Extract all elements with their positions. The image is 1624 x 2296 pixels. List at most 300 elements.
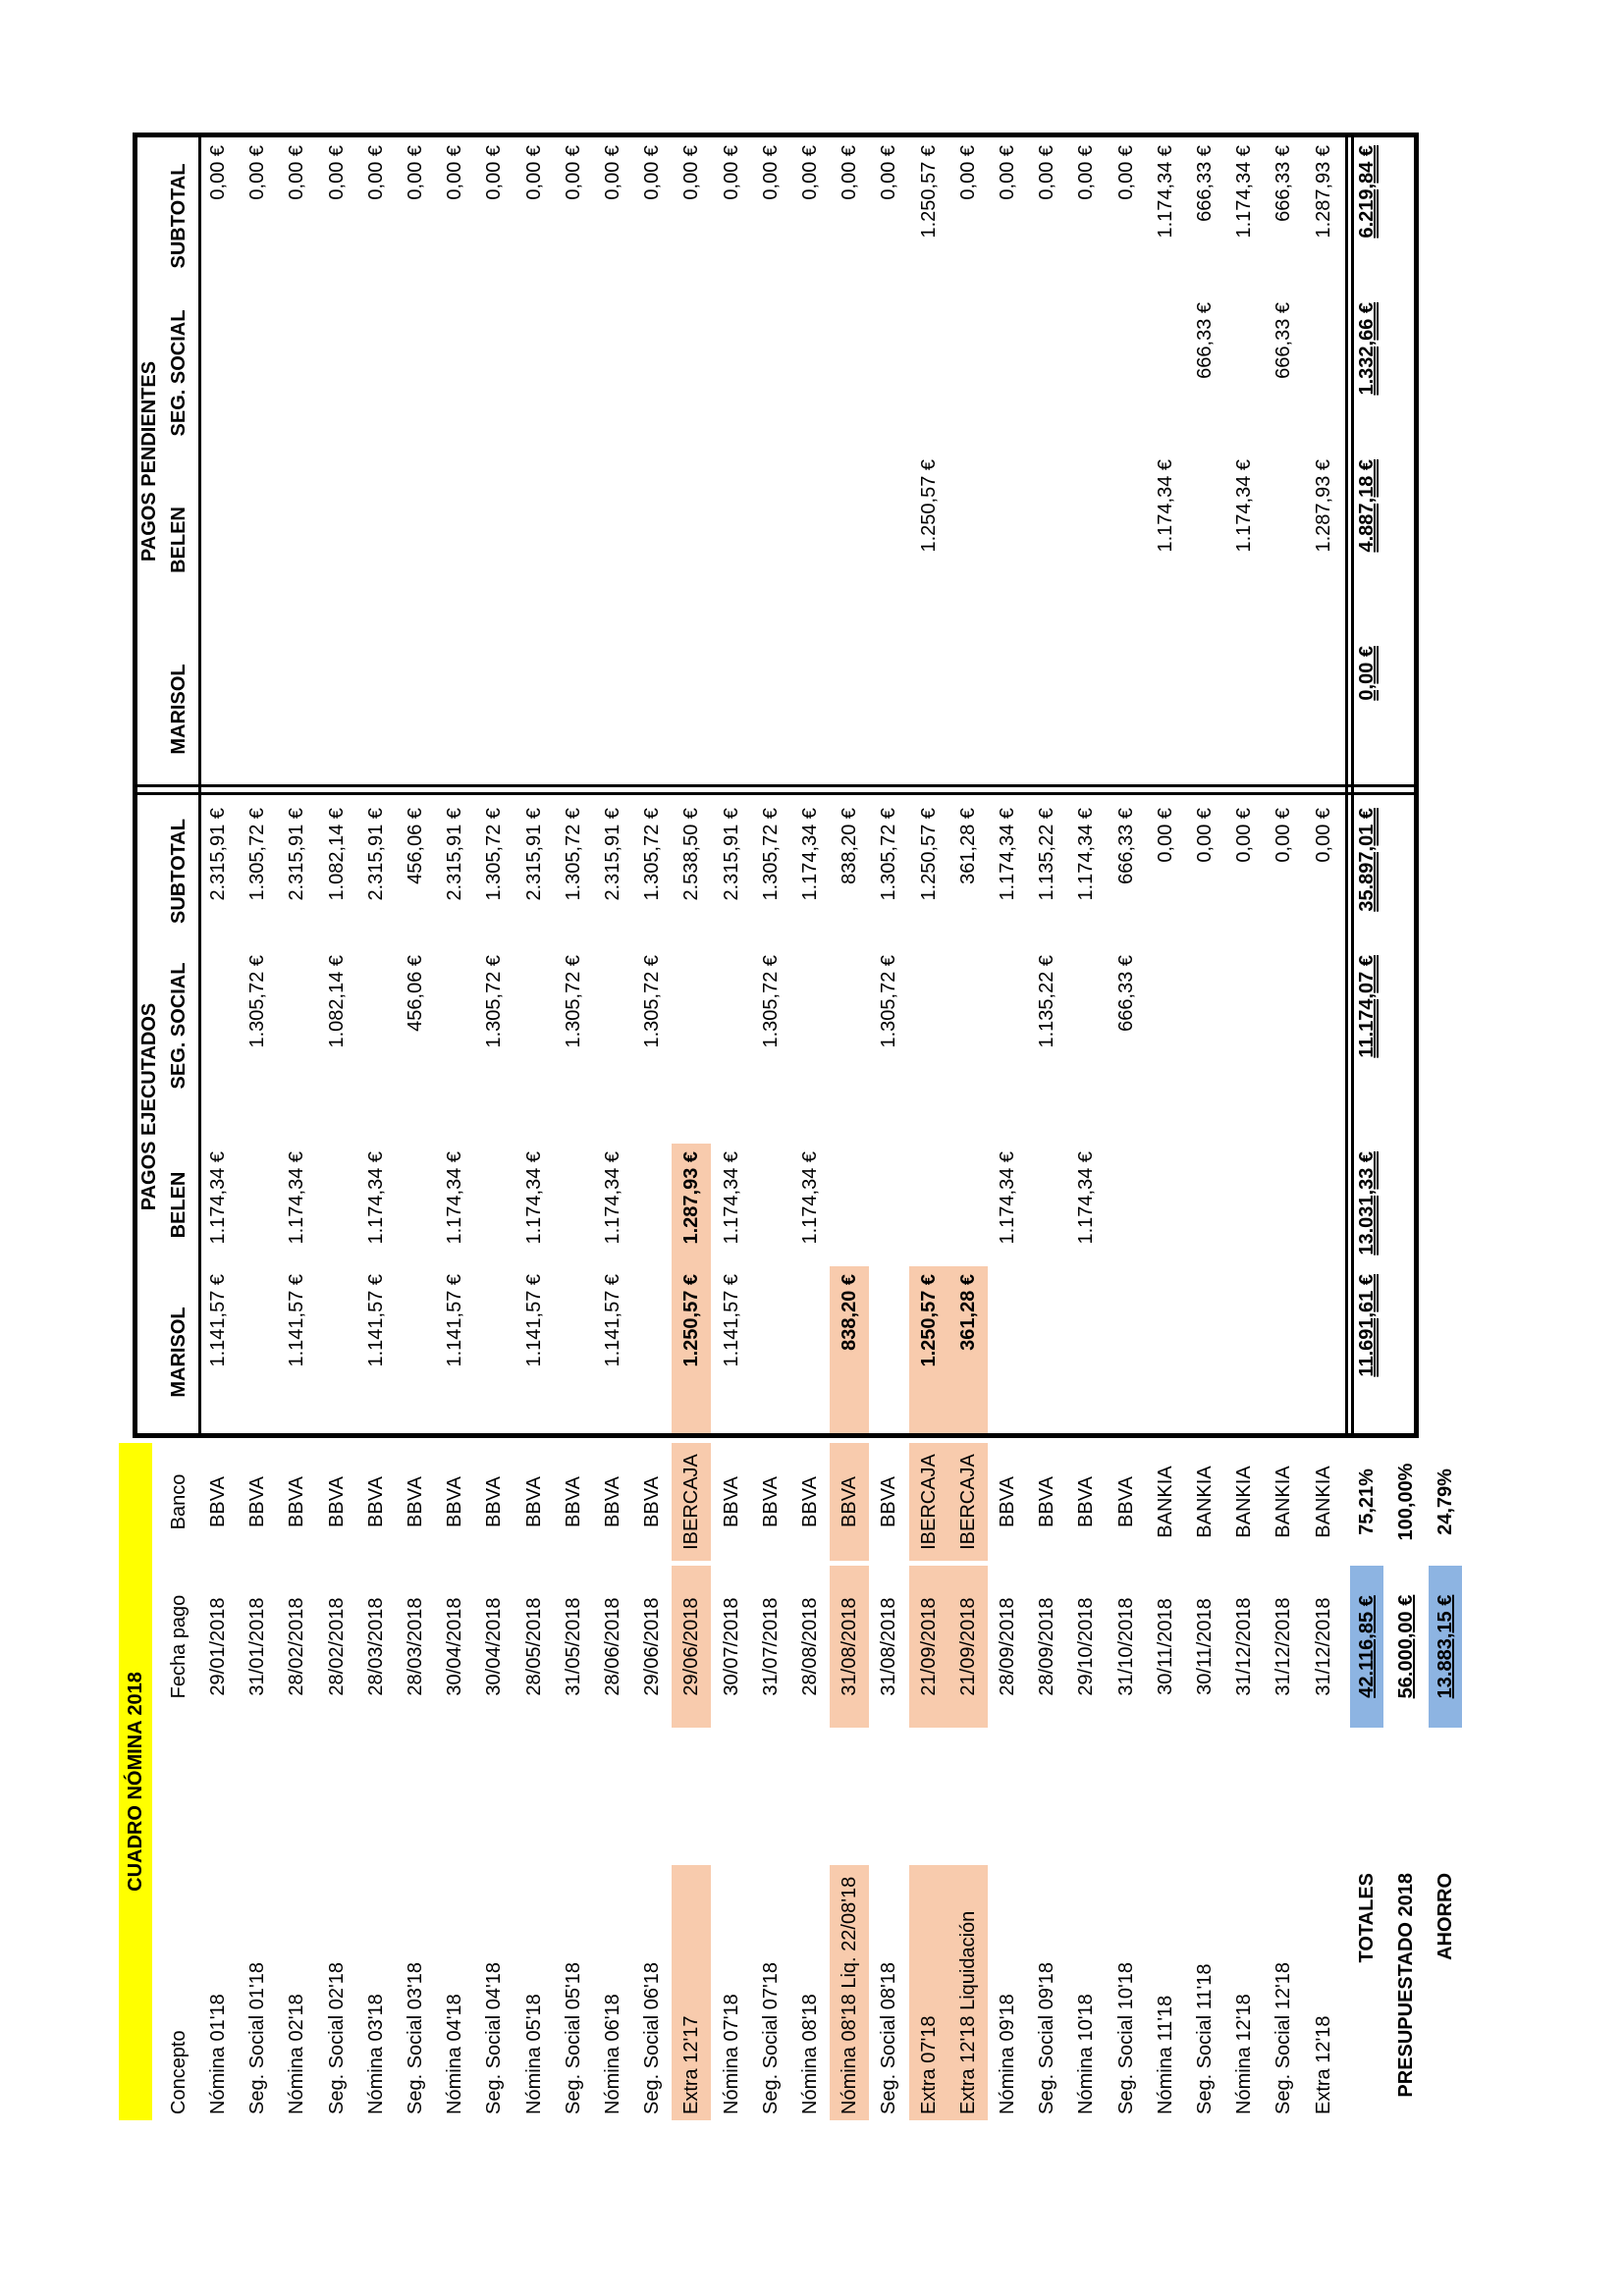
table-cell-pe_sub: 0,00 €: [602, 145, 623, 200]
table-cell-pe_marisol: [632, 638, 672, 780]
table-cell-concepto: Nómina 04'18: [444, 1994, 466, 2114]
table-cell-ex_sub: 1.305,72 €: [246, 808, 269, 901]
table-cell-ex_marisol: [1066, 1266, 1106, 1438]
table-cell-pe_sub: 666,33 €: [1194, 145, 1216, 222]
table-cell-ex_belen: [830, 1144, 869, 1266]
table-cell-concepto: Nómina 11'18: [1154, 1995, 1176, 2114]
table-cell-ex_sub: 838,20 €: [839, 808, 861, 884]
table-cell-ex_marisol: 838,20 €: [830, 1266, 869, 1438]
table-cell-ex_sub: 0,00 €: [1272, 808, 1295, 863]
table-cell-pe_marisol: [396, 638, 435, 780]
header-ex-seg: SEG. SOCIAL: [167, 962, 189, 1090]
table-cell-fecha: 30/07/2018: [720, 1597, 742, 1696]
table-cell-concepto: Seg. Social 11'18: [1194, 1963, 1216, 2114]
table-cell-ex_sub: 2.315,91 €: [602, 808, 623, 901]
table-cell-ex_seg: 1.305,72 €: [878, 955, 900, 1048]
table-cell-fecha: 31/08/2018: [830, 1566, 869, 1728]
totals-line-a: [1345, 133, 1348, 1438]
table-cell-fecha: 29/06/2018: [641, 1597, 664, 1696]
table-cell-pe_marisol: [988, 638, 1027, 780]
table-cell-ex_sub: 1.174,34 €: [1075, 808, 1098, 901]
table-cell-ex_seg: [1224, 947, 1264, 1104]
table-cell-fecha: 31/05/2018: [562, 1597, 584, 1696]
table-cell-ex_marisol: [474, 1266, 514, 1438]
table-cell-banco: BBVA: [997, 1476, 1018, 1527]
totals-pe_seg: 1.332,66 €: [1355, 302, 1378, 396]
table-cell-concepto: Seg. Social 04'18: [483, 1961, 506, 2114]
table-cell-concepto: Nómina 03'18: [364, 1994, 387, 2114]
table-cell-banco: BANKIA: [1312, 1466, 1334, 1538]
table-cell-pe_seg: [632, 294, 672, 452]
table-cell-pe_marisol: [277, 638, 316, 780]
table-cell-ex_marisol: [869, 1266, 908, 1438]
presupuesto-fecha: 56.000,00 €: [1395, 1594, 1418, 1699]
table-cell-ex_marisol: 1.250,57 €: [909, 1266, 948, 1438]
table-cell-pe_sub: 1.287,93 €: [1312, 145, 1334, 239]
table-cell-ex_belen: [869, 1144, 908, 1266]
table-cell-pe_seg: [554, 294, 593, 452]
table-cell-pe_sub: 0,00 €: [799, 145, 821, 200]
table-cell-pe_marisol: [1066, 638, 1106, 780]
table-cell-ex_marisol: [238, 1266, 277, 1438]
table-cell-concepto: Nómina 12'18: [1233, 1994, 1256, 2114]
table-cell-concepto: Nómina 10'18: [1075, 1994, 1098, 2114]
table-cell-pe_belen: [593, 452, 632, 628]
table-cell-ex_belen: [632, 1144, 672, 1266]
table-cell-pe_marisol: [238, 638, 277, 780]
table-cell-ex_seg: 1.305,72 €: [759, 955, 782, 1048]
table-cell-ex_marisol: [1224, 1266, 1264, 1438]
table-cell-banco: BBVA: [878, 1476, 900, 1527]
table-cell-banco: BBVA: [759, 1476, 782, 1527]
table-cell-ex_marisol: 1.141,57 €: [602, 1274, 623, 1367]
table-cell-concepto: Seg. Social 09'18: [1036, 1961, 1058, 2114]
table-cell-pe_sub: 0,00 €: [522, 145, 545, 200]
table-cell-pe_belen: [948, 452, 988, 628]
header-ejecutados: PAGOS EJECUTADOS: [137, 1002, 160, 1211]
table-cell-pe_belen: [277, 452, 316, 628]
table-cell-pe_marisol: [712, 638, 751, 780]
table-cell-pe_belen: [869, 452, 908, 628]
table-cell-pe_marisol: [909, 638, 948, 780]
table-cell-ex_marisol: [1264, 1266, 1303, 1438]
table-cell-ex_sub: 0,00 €: [1194, 808, 1216, 863]
header-pe-marisol: MARISOL: [167, 664, 189, 755]
table-cell-ex_sub: 2.315,91 €: [444, 808, 466, 901]
table-cell-ex_belen: 1.174,34 €: [799, 1151, 821, 1245]
table-cell-concepto: Seg. Social 02'18: [325, 1961, 348, 2114]
table-cell-ex_sub: 1.082,14 €: [325, 808, 348, 901]
table-cell-ex_sub: 1.305,72 €: [878, 808, 900, 901]
table-cell-pe_marisol: [317, 638, 356, 780]
table-cell-pe_seg: [435, 294, 474, 452]
ahorro-label: AHORRO: [1435, 1873, 1457, 1960]
header-pendientes: PAGOS PENDIENTES: [137, 360, 160, 562]
totals-label: TOTALES: [1355, 1873, 1378, 1963]
table-cell-pe_seg: 666,33 €: [1272, 302, 1295, 379]
table-cell-pe_belen: [238, 452, 277, 628]
table-cell-concepto: Extra 07'18: [909, 1865, 948, 2120]
table-cell-ex_seg: [277, 947, 316, 1104]
table-cell-pe_seg: [1224, 294, 1264, 452]
table-cell-pe_belen: [1066, 452, 1106, 628]
table-cell-ex_sub: 1.250,57 €: [917, 808, 940, 901]
table-cell-fecha: 28/02/2018: [325, 1597, 348, 1696]
table-cell-ex_belen: 1.174,34 €: [1075, 1151, 1098, 1245]
table-cell-ex_seg: [1146, 947, 1185, 1104]
table-cell-concepto: Nómina 06'18: [602, 1994, 623, 2114]
header-underline: [198, 133, 201, 1438]
table-cell-pe_sub: 0,00 €: [325, 145, 348, 200]
table-cell-pe_seg: [317, 294, 356, 452]
table-cell-ex_seg: [909, 947, 948, 1104]
table-cell-concepto: Extra 12'17: [672, 1865, 711, 2120]
table-cell-ex_marisol: 1.141,57 €: [522, 1274, 545, 1367]
table-cell-pe_marisol: [435, 638, 474, 780]
table-cell-fecha: 30/11/2018: [1154, 1598, 1176, 1695]
table-cell-ex_marisol: [790, 1266, 830, 1438]
table-cell-ex_sub: 456,06 €: [405, 808, 426, 884]
header-ex-belen: BELEN: [167, 1171, 189, 1239]
separator-groups-a: [133, 792, 1414, 795]
table-cell-pe_seg: [1146, 294, 1185, 452]
table-cell-banco: BBVA: [562, 1476, 584, 1527]
table-cell-ex_belen: 1.287,93 €: [672, 1144, 711, 1266]
table-cell-ex_marisol: 1.141,57 €: [444, 1274, 466, 1367]
table-cell-concepto: Nómina 05'18: [522, 1994, 545, 2114]
table-cell-pe_seg: [356, 294, 396, 452]
table-cell-banco: BANKIA: [1194, 1466, 1216, 1538]
table-cell-fecha: 30/04/2018: [483, 1597, 506, 1696]
table-cell-ex_belen: 1.174,34 €: [602, 1151, 623, 1245]
table-cell-banco: BANKIA: [1272, 1466, 1295, 1538]
table-cell-ex_sub: 0,00 €: [1312, 808, 1334, 863]
table-cell-banco: BBVA: [1114, 1476, 1137, 1527]
table-cell-ex_marisol: [317, 1266, 356, 1438]
table-cell-ex_belen: [751, 1144, 790, 1266]
totals-ex_seg: 11.174,07 €: [1355, 955, 1378, 1058]
table-cell-ex_sub: 2.538,50 €: [680, 808, 703, 901]
table-cell-pe_belen: [1107, 452, 1146, 628]
table-cell-fecha: 29/01/2018: [207, 1597, 229, 1696]
table-cell-concepto: Nómina 02'18: [286, 1994, 308, 2114]
table-cell-concepto: Seg. Social 03'18: [405, 1961, 426, 2114]
table-cell-concepto: Nómina 08'18 Liq. 22/08'18: [830, 1865, 869, 2120]
table-cell-pe_sub: 1.250,57 €: [917, 145, 940, 239]
ahorro-banco: 24,79%: [1435, 1468, 1457, 1535]
table-cell-ex_seg: [948, 947, 988, 1104]
table-cell-ex_marisol: [1304, 1266, 1343, 1438]
border-outer-top: [133, 133, 1419, 137]
table-cell-ex_belen: [317, 1144, 356, 1266]
table-cell-pe_belen: [554, 452, 593, 628]
table-cell-pe_marisol: [1027, 638, 1066, 780]
totals-fecha: 42.116,85 €: [1350, 1566, 1383, 1728]
table-cell-ex_seg: 1.082,14 €: [325, 955, 348, 1048]
table-cell-pe_marisol: [751, 638, 790, 780]
table-cell-pe_sub: 0,00 €: [759, 145, 782, 200]
table-cell-banco: BBVA: [1075, 1476, 1098, 1527]
table-cell-fecha: 28/02/2018: [286, 1597, 308, 1696]
table-cell-pe_sub: 0,00 €: [1036, 145, 1058, 200]
table-cell-pe_belen: [356, 452, 396, 628]
table-cell-pe_seg: [474, 294, 514, 452]
table-cell-pe_seg: 666,33 €: [1194, 302, 1216, 379]
table-cell-ex_sub: 1.305,72 €: [759, 808, 782, 901]
table-cell-fecha: 28/06/2018: [602, 1597, 623, 1696]
table-cell-pe_belen: [396, 452, 435, 628]
table-cell-pe_sub: 666,33 €: [1272, 145, 1295, 222]
table-cell-banco: BBVA: [207, 1476, 229, 1527]
table-cell-fecha: 31/12/2018: [1233, 1597, 1256, 1696]
table-cell-ex_belen: 1.174,34 €: [997, 1151, 1018, 1245]
table-cell-ex_marisol: [1107, 1266, 1146, 1438]
table-cell-ex_marisol: [751, 1266, 790, 1438]
table-cell-banco: BBVA: [830, 1443, 869, 1561]
table-cell-pe_seg: [830, 294, 869, 452]
table-cell-fecha: 21/09/2018: [948, 1566, 988, 1728]
table-cell-fecha: 31/01/2018: [246, 1597, 269, 1696]
table-cell-concepto: Seg. Social 07'18: [759, 1961, 782, 2114]
table-cell-ex_seg: [988, 947, 1027, 1104]
table-cell-pe_belen: [317, 452, 356, 628]
table-cell-ex_sub: 361,28 €: [956, 808, 979, 884]
header-pe-sub: SUBTOTAL: [167, 163, 189, 269]
table-cell-ex_seg: 666,33 €: [1114, 955, 1137, 1032]
table-cell-fecha: 30/04/2018: [444, 1597, 466, 1696]
table-cell-ex_marisol: [1146, 1266, 1185, 1438]
table-cell-pe_marisol: [869, 638, 908, 780]
table-cell-pe_belen: 1.174,34 €: [1154, 459, 1176, 553]
table-cell-ex_seg: [712, 947, 751, 1104]
table-cell-pe_marisol: [514, 638, 554, 780]
table-cell-pe_sub: 0,00 €: [364, 145, 387, 200]
table-cell-ex_sub: 0,00 €: [1233, 808, 1256, 863]
table-cell-fecha: 31/12/2018: [1312, 1597, 1334, 1696]
table-cell-banco: BBVA: [1036, 1476, 1058, 1527]
table-cell-pe_sub: 0,00 €: [956, 145, 979, 200]
table-cell-pe_marisol: [790, 638, 830, 780]
table-cell-ex_belen: [1264, 1144, 1303, 1266]
table-cell-banco: BBVA: [602, 1476, 623, 1527]
table-cell-pe_seg: [1027, 294, 1066, 452]
table-cell-pe_marisol: [1146, 638, 1185, 780]
table-cell-pe_belen: 1.174,34 €: [1233, 459, 1256, 553]
table-cell-ex_seg: [198, 947, 238, 1104]
table-cell-ex_belen: 1.174,34 €: [720, 1151, 742, 1245]
table-cell-pe_sub: 1.174,34 €: [1154, 145, 1176, 239]
table-cell-pe_belen: 1.250,57 €: [917, 459, 940, 553]
header-ex-marisol: MARISOL: [167, 1307, 189, 1398]
table-cell-ex_seg: 1.305,72 €: [483, 955, 506, 1048]
table-cell-ex_belen: [554, 1144, 593, 1266]
table-cell-banco: BBVA: [405, 1476, 426, 1527]
totals-ex_belen: 13.031,33 €: [1355, 1151, 1378, 1255]
table-cell-ex_belen: [1027, 1144, 1066, 1266]
table-cell-ex_marisol: [1027, 1266, 1066, 1438]
table-cell-ex_marisol: [632, 1266, 672, 1438]
table-cell-ex_seg: [514, 947, 554, 1104]
table-cell-ex_belen: [948, 1144, 988, 1266]
sheet-title: CUADRO NÓMINA 2018: [119, 1443, 152, 2120]
table-cell-pe_marisol: [948, 638, 988, 780]
separator-groups-b: [133, 784, 1414, 787]
table-cell-pe_seg: [909, 294, 948, 452]
table-cell-banco: BBVA: [483, 1476, 506, 1527]
table-cell-ex_sub: 2.315,91 €: [286, 808, 308, 901]
table-cell-pe_belen: [830, 452, 869, 628]
table-cell-banco: BBVA: [286, 1476, 308, 1527]
table-cell-concepto: Seg. Social 01'18: [246, 1961, 269, 2114]
table-cell-pe_seg: [396, 294, 435, 452]
table-cell-ex_marisol: 361,28 €: [948, 1266, 988, 1438]
table-cell-fecha: 28/08/2018: [799, 1597, 821, 1696]
table-cell-pe_sub: 0,00 €: [641, 145, 664, 200]
table-cell-concepto: Seg. Social 05'18: [562, 1961, 584, 2114]
table-cell-pe_seg: [277, 294, 316, 452]
table-cell-fecha: 29/10/2018: [1075, 1597, 1098, 1696]
table-cell-ex_seg: [1066, 947, 1106, 1104]
table-cell-ex_marisol: 1.141,57 €: [720, 1274, 742, 1367]
totals-pe_belen: 4.887,18 €: [1355, 459, 1378, 553]
table-cell-concepto: Seg. Social 06'18: [641, 1961, 664, 2114]
table-cell-ex_seg: [593, 947, 632, 1104]
totals-banco: 75,21%: [1355, 1468, 1378, 1535]
table-cell-pe_marisol: [830, 638, 869, 780]
table-cell-ex_belen: 1.174,34 €: [444, 1151, 466, 1245]
table-cell-fecha: 31/10/2018: [1114, 1597, 1137, 1696]
table-cell-pe_belen: [514, 452, 554, 628]
table-cell-pe_seg: [1107, 294, 1146, 452]
table-cell-ex_marisol: 1.250,57 €: [672, 1266, 711, 1438]
table-cell-concepto: Nómina 01'18: [207, 1994, 229, 2114]
table-cell-banco: BBVA: [246, 1476, 269, 1527]
table-cell-ex_belen: [396, 1144, 435, 1266]
presupuesto-banco: 100,00%: [1395, 1463, 1418, 1541]
table-cell-concepto: Seg. Social 10'18: [1114, 1961, 1137, 2114]
table-cell-ex_marisol: [988, 1266, 1027, 1438]
table-cell-pe_seg: [514, 294, 554, 452]
table-cell-concepto: Nómina 07'18: [720, 1994, 742, 2114]
table-cell-concepto: Extra 12'18: [1312, 2015, 1334, 2114]
table-cell-ex_seg: [1264, 947, 1303, 1104]
table-cell-pe_seg: [1304, 294, 1343, 452]
border-outer-right: [1414, 133, 1419, 1438]
table-cell-ex_seg: 1.305,72 €: [562, 955, 584, 1048]
table-cell-ex_marisol: 1.141,57 €: [207, 1274, 229, 1367]
table-cell-fecha: 28/09/2018: [1036, 1597, 1058, 1696]
ahorro-fecha: 13.883,15 €: [1429, 1566, 1462, 1728]
table-cell-ex_seg: [830, 947, 869, 1104]
table-cell-fecha: 31/12/2018: [1272, 1597, 1295, 1696]
table-cell-ex_sub: 1.305,72 €: [483, 808, 506, 901]
table-cell-banco: IBERCAJA: [948, 1443, 988, 1561]
table-cell-ex_sub: 1.174,34 €: [997, 808, 1018, 901]
table-cell-ex_belen: 1.174,34 €: [207, 1151, 229, 1245]
table-cell-pe_seg: [869, 294, 908, 452]
table-cell-banco: BBVA: [799, 1476, 821, 1527]
table-cell-pe_sub: 0,00 €: [1075, 145, 1098, 200]
totals-ex_sub: 35.897,01 €: [1355, 808, 1378, 912]
table-cell-pe_seg: [712, 294, 751, 452]
table-cell-pe_sub: 0,00 €: [562, 145, 584, 200]
table-cell-pe_belen: [198, 452, 238, 628]
table-cell-pe_belen: [790, 452, 830, 628]
table-cell-ex_seg: [356, 947, 396, 1104]
header-banco: Banco: [167, 1473, 189, 1530]
table-cell-pe_seg: [1066, 294, 1106, 452]
table-cell-pe_seg: [790, 294, 830, 452]
table-cell-ex_sub: 1.305,72 €: [641, 808, 664, 901]
table-cell-ex_sub: 2.315,91 €: [364, 808, 387, 901]
border-outer-bottom: [133, 1433, 1419, 1438]
table-cell-ex_belen: [1185, 1144, 1224, 1266]
table-cell-pe_marisol: [672, 638, 711, 780]
table-cell-ex_seg: [1304, 947, 1343, 1104]
table-cell-fecha: 31/08/2018: [878, 1597, 900, 1696]
table-cell-ex_sub: 1.305,72 €: [562, 808, 584, 901]
table-cell-banco: BANKIA: [1233, 1466, 1256, 1538]
table-cell-pe_marisol: [1185, 638, 1224, 780]
table-cell-pe_belen: [751, 452, 790, 628]
table-cell-concepto: Nómina 09'18: [997, 1994, 1018, 2114]
table-cell-ex_marisol: [554, 1266, 593, 1438]
table-cell-pe_belen: [1185, 452, 1224, 628]
table-cell-pe_seg: [751, 294, 790, 452]
table-cell-ex_belen: [909, 1144, 948, 1266]
table-cell-fecha: 28/09/2018: [997, 1597, 1018, 1696]
table-cell-ex_sub: 2.315,91 €: [207, 808, 229, 901]
table-cell-ex_belen: 1.174,34 €: [364, 1151, 387, 1245]
totals-line-b: [1351, 133, 1354, 1438]
table-cell-pe_seg: [672, 294, 711, 452]
table-cell-pe_seg: [238, 294, 277, 452]
table-cell-pe_sub: 0,00 €: [207, 145, 229, 200]
table-cell-banco: BANKIA: [1154, 1466, 1176, 1538]
table-cell-pe_marisol: [1107, 638, 1146, 780]
table-cell-pe_marisol: [1264, 638, 1303, 780]
totals-pe_sub: 6.219,84 €: [1355, 145, 1378, 239]
table-cell-ex_seg: [672, 947, 711, 1104]
table-cell-ex_seg: [435, 947, 474, 1104]
table-cell-banco: BBVA: [325, 1476, 348, 1527]
table-cell-ex_seg: 1.305,72 €: [246, 955, 269, 1048]
table-cell-ex_marisol: 1.141,57 €: [364, 1274, 387, 1367]
totals-pe_marisol: 0,00 €: [1355, 646, 1378, 701]
table-cell-ex_belen: 1.174,34 €: [286, 1151, 308, 1245]
table-cell-ex_seg: 1.305,72 €: [641, 955, 664, 1048]
table-cell-pe_sub: 0,00 €: [246, 145, 269, 200]
table-cell-fecha: 28/03/2018: [405, 1597, 426, 1696]
table-cell-pe_marisol: [356, 638, 396, 780]
presupuesto-label: PRESUPUESTADO 2018: [1395, 1873, 1418, 2098]
table-cell-ex_seg: 456,06 €: [405, 955, 426, 1032]
table-cell-ex_sub: 0,00 €: [1154, 808, 1176, 863]
table-cell-pe_marisol: [474, 638, 514, 780]
table-cell-pe_sub: 0,00 €: [444, 145, 466, 200]
table-cell-fecha: 28/03/2018: [364, 1597, 387, 1696]
table-cell-pe_belen: [1264, 452, 1303, 628]
table-cell-pe_sub: 0,00 €: [839, 145, 861, 200]
header-concepto: Concepto: [167, 2030, 189, 2114]
table-cell-pe_sub: 0,00 €: [483, 145, 506, 200]
table-cell-pe_marisol: [1304, 638, 1343, 780]
table-cell-fecha: 21/09/2018: [909, 1566, 948, 1728]
table-cell-banco: IBERCAJA: [909, 1443, 948, 1561]
table-cell-pe_marisol: [593, 638, 632, 780]
header-pe-seg: SEG. SOCIAL: [167, 309, 189, 437]
table-cell-banco: BBVA: [364, 1476, 387, 1527]
